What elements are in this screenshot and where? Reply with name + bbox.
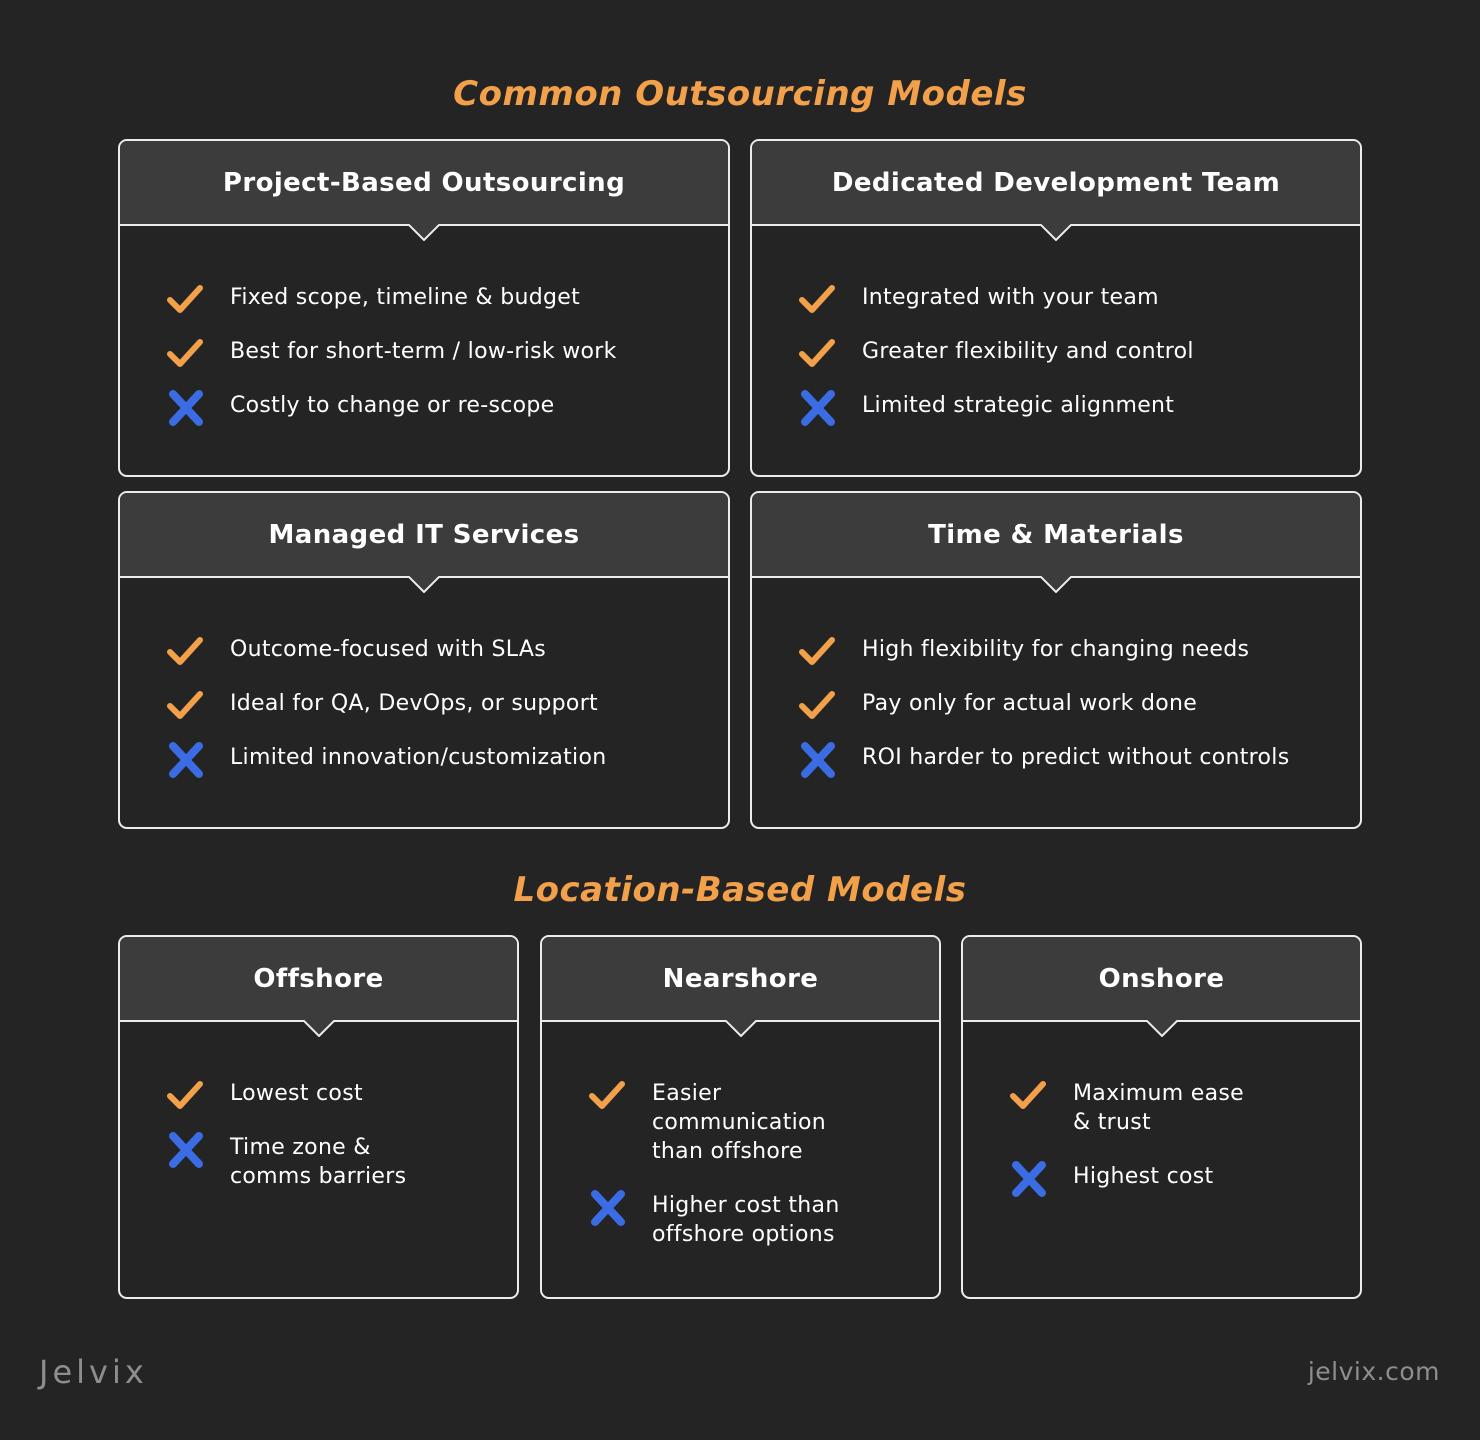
feature-list	[588, 1079, 925, 1249]
feature-list	[798, 635, 1346, 772]
pointer-notch-icon	[1040, 576, 1072, 593]
cross-icon	[798, 389, 838, 427]
card-title: Dedicated Development Team	[831, 167, 1281, 198]
list-item	[1009, 1079, 1346, 1137]
card-title: Project-Based Outsourcing	[222, 167, 626, 198]
item-text: Outcome-focused with SLAs	[230, 637, 546, 662]
item-text: Time zone & comms barriers	[230, 1135, 407, 1189]
list-item	[166, 1079, 503, 1108]
card-title: Onshore	[1098, 963, 1225, 994]
list-item	[166, 689, 714, 718]
item-text: Limited innovation/customization	[230, 745, 607, 770]
list-item	[798, 635, 1346, 664]
card-onshore	[961, 935, 1362, 1299]
check-icon	[166, 1077, 206, 1115]
check-icon	[798, 633, 838, 671]
card-title: Nearshore	[662, 963, 819, 994]
item-text: Maximum ease & trust	[1073, 1081, 1245, 1135]
list-item	[588, 1191, 925, 1249]
list-item	[166, 743, 714, 772]
list-item	[798, 283, 1346, 312]
list-item	[166, 391, 714, 420]
card-time-materials	[750, 491, 1362, 829]
cross-icon	[588, 1189, 628, 1227]
section-title-common-models: Common Outsourcing Models	[453, 74, 1027, 114]
brand-url: jelvix.com	[1307, 1357, 1440, 1386]
card-header	[752, 141, 1360, 226]
list-item	[166, 635, 714, 664]
item-text: ROI harder to predict without controls	[862, 745, 1290, 770]
item-text: Easier communication than offshore	[652, 1081, 827, 1164]
list-item	[1009, 1162, 1346, 1191]
feature-list	[166, 283, 714, 420]
card-offshore	[118, 935, 519, 1299]
feature-list	[166, 1079, 503, 1191]
card-managed-it	[118, 491, 730, 829]
cross-icon	[1009, 1160, 1049, 1198]
item-text: Higher cost than offshore options	[652, 1193, 840, 1247]
pointer-notch-icon	[725, 1020, 757, 1037]
pointer-notch-icon	[408, 224, 440, 241]
list-item	[798, 689, 1346, 718]
check-icon	[588, 1077, 628, 1115]
item-text: High flexibility for changing needs	[862, 637, 1250, 662]
pointer-notch-icon	[1040, 224, 1072, 241]
item-text: Lowest cost	[230, 1081, 363, 1106]
list-item	[166, 283, 714, 312]
cross-icon	[798, 741, 838, 779]
check-icon	[166, 335, 206, 373]
list-item	[798, 391, 1346, 420]
card-header	[752, 493, 1360, 578]
item-text: Ideal for QA, DevOps, or support	[230, 691, 598, 716]
card-header	[120, 493, 728, 578]
item-text: Integrated with your team	[862, 285, 1159, 310]
feature-list	[166, 635, 714, 772]
card-nearshore	[540, 935, 941, 1299]
item-text: Pay only for actual work done	[862, 691, 1198, 716]
check-icon	[166, 687, 206, 725]
item-text: Highest cost	[1073, 1164, 1214, 1189]
brand-logo: Jelvix	[39, 1353, 148, 1391]
item-text: Limited strategic alignment	[862, 393, 1175, 418]
item-text: Fixed scope, timeline & budget	[230, 285, 581, 310]
check-icon	[798, 281, 838, 319]
pointer-notch-icon	[408, 576, 440, 593]
cross-icon	[166, 389, 206, 427]
pointer-notch-icon	[303, 1020, 335, 1037]
section-title-location-models: Location-Based Models	[513, 870, 967, 910]
feature-list	[1009, 1079, 1346, 1191]
card-header	[542, 937, 939, 1022]
card-title: Time & Materials	[928, 519, 1184, 550]
list-item	[798, 337, 1346, 366]
card-title: Offshore	[253, 963, 384, 994]
card-header	[963, 937, 1360, 1022]
list-item	[166, 337, 714, 366]
cross-icon	[166, 1131, 206, 1169]
list-item	[588, 1079, 925, 1166]
list-item	[166, 1133, 503, 1191]
item-text: Greater flexibility and control	[862, 339, 1194, 364]
feature-list	[798, 283, 1346, 420]
check-icon	[1009, 1077, 1049, 1115]
check-icon	[798, 687, 838, 725]
card-header	[120, 141, 728, 226]
item-text: Costly to change or re-scope	[230, 393, 555, 418]
check-icon	[166, 281, 206, 319]
check-icon	[166, 633, 206, 671]
item-text: Best for short-term / low-risk work	[230, 339, 617, 364]
list-item	[798, 743, 1346, 772]
card-title: Managed IT Services	[268, 519, 580, 550]
card-header	[120, 937, 517, 1022]
check-icon	[798, 335, 838, 373]
cross-icon	[166, 741, 206, 779]
pointer-notch-icon	[1146, 1020, 1178, 1037]
card-project-based	[118, 139, 730, 477]
card-dedicated-team	[750, 139, 1362, 477]
